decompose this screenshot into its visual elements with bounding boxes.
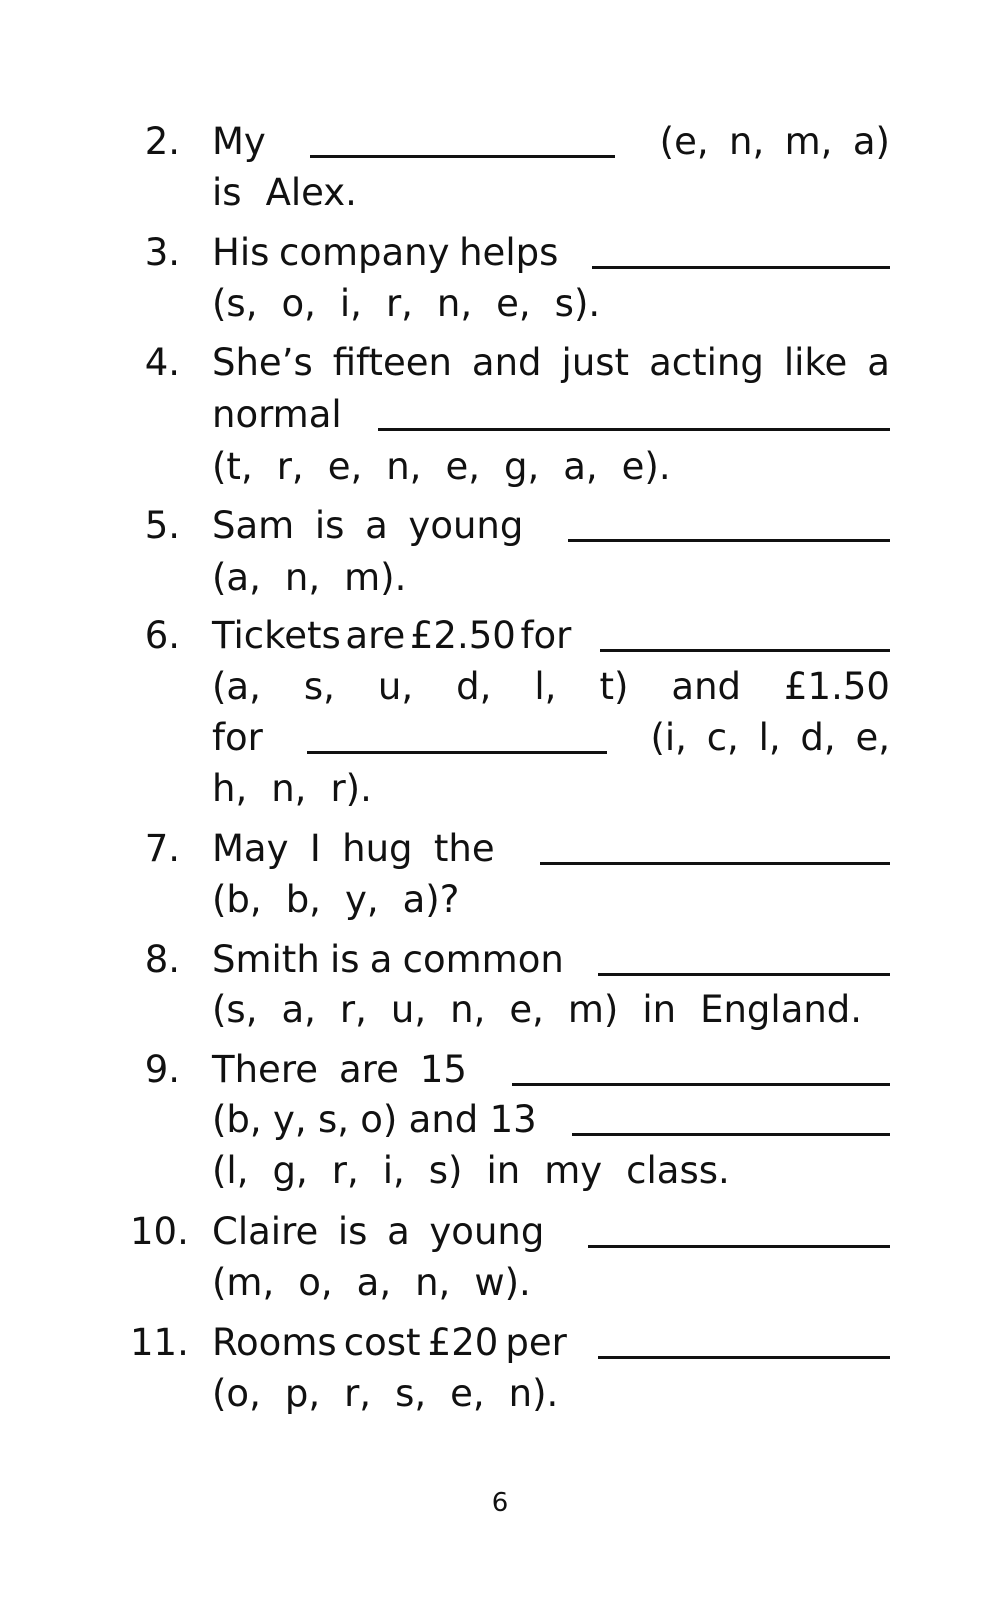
word: m,: [784, 120, 833, 163]
word: and: [471, 341, 542, 384]
word: g,: [272, 1149, 308, 1192]
word: s): [428, 1149, 463, 1192]
word: r,: [344, 1372, 372, 1415]
word: My: [212, 120, 266, 163]
item-number: 7.: [144, 827, 180, 870]
item-line: [212, 1372, 890, 1415]
item-line: [212, 1261, 890, 1304]
word: common: [402, 938, 564, 981]
word: There: [212, 1048, 318, 1091]
answer-blank[interactable]: [592, 266, 890, 269]
word: £20: [427, 1321, 499, 1364]
answer-blank[interactable]: [307, 751, 607, 754]
word: r).: [330, 767, 372, 810]
answer-blank[interactable]: [540, 862, 890, 865]
word: young: [408, 504, 524, 547]
word: a: [369, 938, 393, 981]
item-line: [212, 231, 890, 274]
word: (i,: [650, 716, 687, 759]
answer-blank[interactable]: [378, 428, 890, 431]
word: young: [429, 1210, 545, 1253]
word: l,: [758, 716, 781, 759]
item-number: 3.: [144, 231, 180, 274]
word: a: [365, 504, 388, 547]
word: (s,: [212, 988, 258, 1031]
item-line: [212, 988, 890, 1031]
word: in: [642, 988, 677, 1031]
item-number: 4.: [144, 341, 180, 384]
item-line: [212, 393, 890, 436]
word: e,: [327, 445, 363, 488]
answer-blank[interactable]: [600, 649, 890, 652]
item-line: [212, 120, 890, 163]
answer-blank[interactable]: [572, 1133, 890, 1136]
word: w).: [474, 1261, 531, 1304]
word: for: [212, 716, 263, 759]
word: and: [671, 665, 742, 708]
word: per: [505, 1321, 567, 1364]
word: r,: [339, 988, 367, 1031]
word: She’s: [212, 341, 313, 384]
word: n,: [415, 1261, 451, 1304]
answer-blank[interactable]: [310, 155, 615, 158]
word: is: [314, 504, 345, 547]
word: a,: [281, 988, 316, 1031]
word: u,: [377, 665, 414, 708]
word: g,: [503, 445, 540, 488]
word: a): [852, 120, 890, 163]
word: helps: [459, 231, 559, 274]
page-number: 6: [491, 1488, 509, 1518]
word: 15: [419, 1048, 467, 1091]
answer-blank[interactable]: [568, 539, 890, 542]
word: Tickets: [212, 614, 341, 657]
word: Sam: [212, 504, 295, 547]
word: e,: [496, 282, 531, 325]
word: o): [360, 1098, 398, 1141]
item-line: [212, 282, 890, 325]
word: the: [433, 827, 495, 870]
word: e,: [450, 1372, 485, 1415]
word: £1.50: [784, 665, 890, 708]
item-line: [212, 504, 890, 547]
word: (t,: [212, 445, 253, 488]
word: i,: [339, 282, 362, 325]
word: are: [339, 1048, 399, 1091]
word: (l,: [212, 1149, 249, 1192]
word: (a,: [212, 556, 261, 599]
word: (a,: [212, 665, 261, 708]
word: s,: [303, 665, 335, 708]
item-line: [212, 827, 890, 870]
word: company: [278, 231, 450, 274]
item-line: [212, 878, 890, 921]
item-number: 8.: [144, 938, 180, 981]
item-line: [212, 938, 890, 981]
word: (o,: [212, 1372, 261, 1415]
word: m): [567, 988, 619, 1031]
word: o,: [298, 1261, 333, 1304]
word: Rooms: [212, 1321, 337, 1364]
word: s).: [554, 282, 601, 325]
word: 13: [489, 1098, 537, 1141]
word: s,: [395, 1372, 427, 1415]
word: n,: [450, 988, 486, 1031]
item-number: 10.: [130, 1210, 189, 1253]
word: like: [783, 341, 848, 384]
word: Alex.: [265, 171, 357, 214]
word: fifteen: [332, 341, 452, 384]
item-number: 5.: [144, 504, 180, 547]
item-line: [212, 445, 890, 488]
word: d,: [800, 716, 836, 759]
item-line: [212, 767, 890, 810]
word: a,: [356, 1261, 392, 1304]
word: n,: [386, 445, 422, 488]
answer-blank[interactable]: [512, 1083, 890, 1086]
word: n,: [284, 556, 321, 599]
word: e,: [855, 716, 890, 759]
word: i,: [382, 1149, 405, 1192]
word: n,: [271, 767, 307, 810]
word: acting: [649, 341, 764, 384]
word: His: [212, 231, 270, 274]
word: for: [520, 614, 572, 657]
word: a)?: [402, 878, 460, 921]
word: (b,: [212, 1098, 262, 1141]
word: cost: [343, 1321, 421, 1364]
word: Claire: [212, 1210, 319, 1253]
word: b,: [285, 878, 321, 921]
word: p,: [284, 1372, 321, 1415]
word: and: [408, 1098, 479, 1141]
answer-blank[interactable]: [598, 1356, 890, 1359]
item-line: [212, 665, 890, 708]
word: h,: [212, 767, 248, 810]
word: is: [337, 1210, 368, 1253]
word: I: [309, 827, 321, 870]
answer-blank[interactable]: [588, 1245, 890, 1248]
word: May: [212, 827, 289, 870]
word: £2.50: [409, 614, 516, 657]
word: is: [329, 938, 360, 981]
item-line: [212, 1048, 890, 1091]
word: t): [599, 665, 629, 708]
item-line: [212, 1210, 890, 1253]
item-number: 9.: [144, 1048, 180, 1091]
word: d,: [456, 665, 492, 708]
word: n).: [508, 1372, 559, 1415]
word: just: [561, 341, 630, 384]
word: are: [345, 614, 406, 657]
word: (m,: [212, 1261, 275, 1304]
item-number: 2.: [144, 120, 180, 163]
word: r,: [385, 282, 413, 325]
item-line: [212, 556, 890, 599]
item-line: [212, 1149, 890, 1192]
word: (b,: [212, 878, 262, 921]
word: Smith: [212, 938, 320, 981]
word: my: [544, 1149, 603, 1192]
word: England.: [700, 988, 863, 1031]
word: e,: [509, 988, 544, 1031]
item-line: [212, 614, 890, 657]
item-number: 11.: [130, 1321, 189, 1364]
word: normal: [212, 393, 342, 436]
word: y,: [344, 878, 379, 921]
item-line: [212, 1321, 890, 1364]
word: e).: [621, 445, 671, 488]
word: u,: [390, 988, 427, 1031]
word: o,: [281, 282, 316, 325]
word: e,: [445, 445, 480, 488]
word: a: [867, 341, 890, 384]
word: n,: [729, 120, 765, 163]
word: in: [486, 1149, 521, 1192]
word: a,: [563, 445, 598, 488]
word: is: [212, 171, 242, 214]
item-line: [212, 1098, 890, 1141]
word: c,: [706, 716, 739, 759]
word: (e,: [659, 120, 709, 163]
item-line: [212, 341, 890, 384]
word: (s,: [212, 282, 258, 325]
word: r,: [331, 1149, 359, 1192]
word: y,: [272, 1098, 307, 1141]
word: n,: [436, 282, 473, 325]
item-number: 6.: [144, 614, 180, 657]
word: class.: [626, 1149, 730, 1192]
item-line: [212, 171, 890, 214]
item-line: [212, 716, 890, 759]
word: m).: [344, 556, 407, 599]
word: r,: [276, 445, 304, 488]
word: s,: [317, 1098, 349, 1141]
word: a: [387, 1210, 410, 1253]
word: l,: [534, 665, 557, 708]
answer-blank[interactable]: [598, 973, 890, 976]
word: hug: [342, 827, 413, 870]
